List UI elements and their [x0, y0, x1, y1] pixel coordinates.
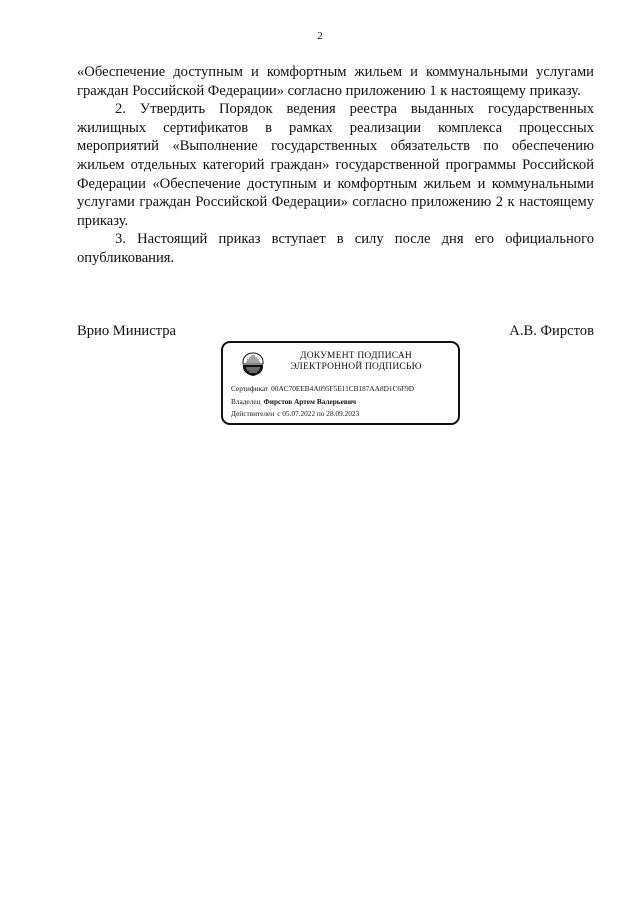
- signatory-position: Врио Министра: [77, 323, 176, 339]
- certificate-line: [231, 384, 414, 393]
- page-number: 2: [317, 30, 323, 42]
- stamp-title-line-1: ДОКУМЕНТ ПОДПИСАН: [300, 351, 412, 361]
- certificate-value: 00AC70EEB4A095F5E11CB187AA8D1C6F9D: [271, 384, 414, 393]
- paragraph-item-3: 3. Настоящий приказ вступает в силу после дня его официального опубликования.: [77, 231, 594, 266]
- electronic-signature-stamp: [221, 341, 460, 425]
- document-body: [77, 63, 594, 268]
- certificate-label: Сертификат: [231, 384, 269, 393]
- coat-of-arms-icon: [240, 351, 266, 377]
- owner-label: Владелец: [231, 397, 261, 406]
- paragraph-item-2: 2. Утвердить Порядок ведения реестра выданных государственных жилищных сертификатов в рамках реализации комплекса процессных мероприятий «Выполнение государственных обязательств по обеспечению жильем отдельных категорий граждан» государственной программы Российской Федерации «Обеспечение доступным и комфортным жильем и коммунальными услугами граждан Российской Федерации» согласно приложению 2 к настоящему приказу.: [77, 101, 594, 229]
- signature-row: [77, 323, 594, 340]
- validity-line: [231, 409, 359, 418]
- validity-value: с 05.07.2022 по 28.09.2023: [277, 409, 360, 418]
- paragraph-continuation: «Обеспечение доступным и комфортным жильем и коммунальными услугами граждан Российской Федерации» согласно приложению 1 к настоящему приказу.: [77, 64, 594, 99]
- stamp-title: [281, 351, 431, 373]
- owner-value: Фирстов Артем Валерьевич: [263, 397, 357, 406]
- stamp-title-line-2: ЭЛЕКТРОННОЙ ПОДПИСЬЮ: [290, 362, 422, 372]
- validity-label: Действителен: [231, 409, 275, 418]
- signatory-name: А.В. Фирстов: [509, 323, 594, 339]
- owner-line: [231, 397, 356, 406]
